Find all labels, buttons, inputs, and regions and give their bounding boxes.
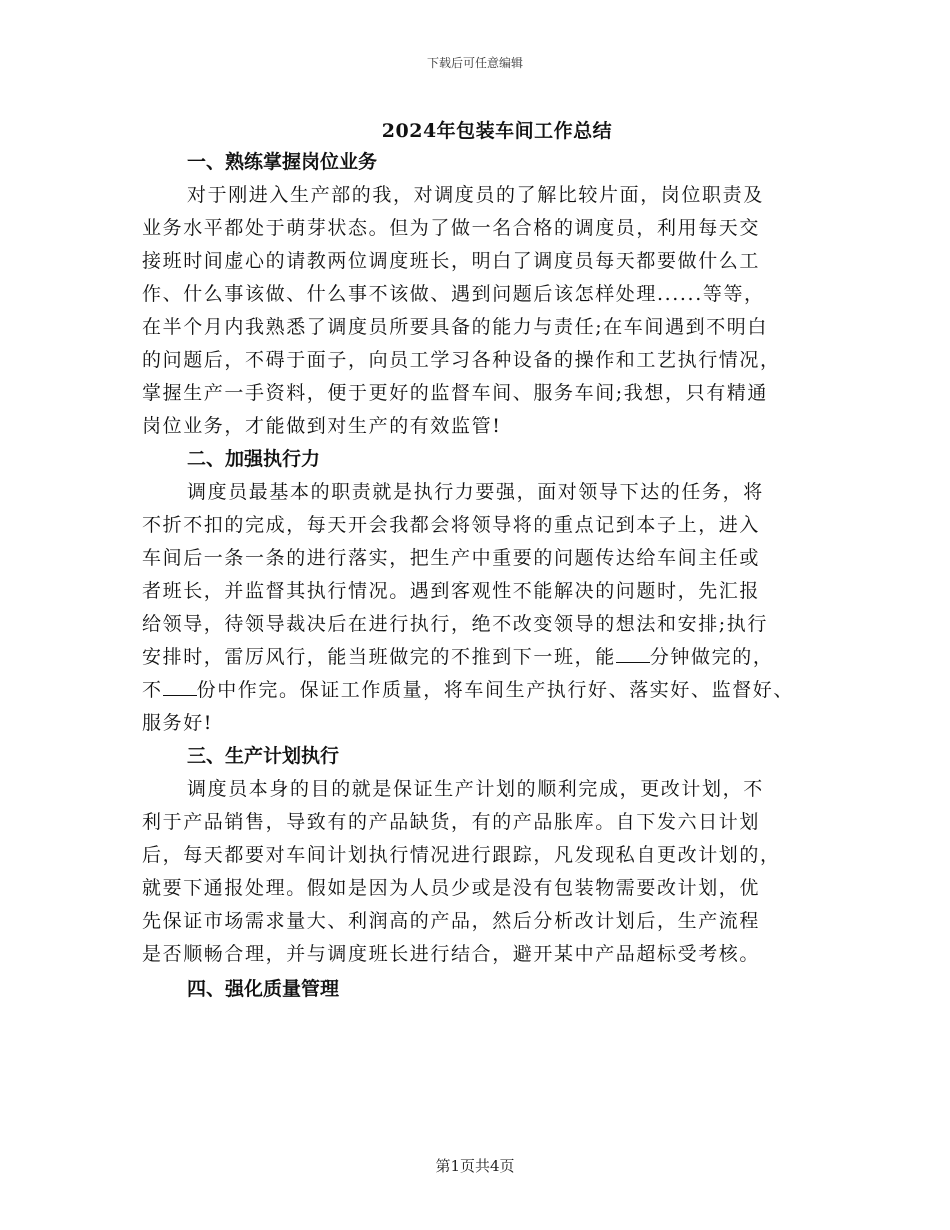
document-body	[142, 146, 812, 1006]
paragraph-line: 利于产品销售，导致有的产品缺货，有的产品胀库。自下发六日计划	[142, 811, 761, 833]
paragraph-line: 掌握生产一手资料，便于更好的监督车间、服务车间;我想，只有精通	[142, 382, 769, 404]
line-segment: 安排时，雷厉风行，能当班做完的不推到下一班，能	[142, 646, 616, 668]
paragraph-line: 调度员最基本的职责就是执行力要强，面对领导下达的任务，将	[187, 481, 764, 503]
section-3-paragraph	[142, 773, 812, 971]
paragraph-line: 车间后一条一条的进行落实，把生产中重要的问题传达给车间主任或	[142, 547, 761, 569]
header-note: 下载后可任意编辑	[426, 56, 523, 70]
paragraph-line: 对于刚进入生产部的我，对调度员的了解比较片面，岗位职责及	[187, 184, 764, 206]
paragraph-line: 先保证市场需求量大、利润高的产品，然后分析改计划后，生产流程	[142, 910, 761, 932]
line-segment: 分钟做完的，	[649, 646, 774, 668]
section-heading-1: 一、熟练掌握岗位业务	[187, 151, 378, 173]
line-segment: 不	[142, 679, 163, 701]
fill-blank	[163, 678, 197, 696]
paragraph-line: 调度员本身的目的就是保证生产计划的顺利完成，更改计划，不	[187, 778, 764, 800]
paragraph-line: 后，每天都要对车间计划执行情况进行跟踪，凡发现私自更改计划的，	[142, 844, 781, 866]
paragraph-line: 就要下通报处理。假如是因为人员少或是没有包装物需要改计划，优	[142, 877, 761, 899]
paragraph-line: 在半个月内我熟悉了调度员所要具备的能力与责任;在车间遇到不明白	[142, 316, 769, 338]
section-2-paragraph	[142, 476, 812, 740]
paragraph-line: 业务水平都处于萌芽状态。但为了做一名合格的调度员，利用每天交	[142, 217, 761, 239]
section-heading-2: 二、加强执行力	[187, 448, 321, 470]
paragraph-line: 者班长，并监督其执行情况。遇到客观性不能解决的问题时，先汇报	[142, 580, 761, 602]
paragraph-line: 岗位业务，才能做到对生产的有效监管!	[142, 415, 502, 437]
paragraph-line: 接班时间虚心的请教两位调度班长，明白了调度员每天都要做什么工	[142, 250, 761, 272]
paragraph-line: 的问题后，不碍于面子，向员工学习各种设备的操作和工艺执行情况，	[142, 349, 781, 371]
section-1-paragraph	[142, 179, 812, 443]
fill-blank	[616, 645, 650, 663]
line-segment: 份中作完。保证工作质量，将车间生产执行好、落实好、监督好、	[196, 679, 795, 701]
page-number-footer: 第1页共4页	[435, 1157, 515, 1175]
paragraph-line: 作、什么事该做、什么事不该做、遇到问题后该怎样处理......等等，	[142, 283, 765, 305]
paragraph-line	[142, 641, 812, 674]
section-heading-3: 三、生产计划执行	[187, 745, 340, 767]
paragraph-line: 是否顺畅合理，并与调度班长进行结合，避开某中产品超标受考核。	[142, 943, 761, 965]
paragraph-line: 不折不扣的完成，每天开会我都会将领导将的重点记到本子上，进入	[142, 514, 761, 536]
paragraph-line	[142, 674, 812, 707]
paragraph-line: 给领导，待领导裁决后在进行执行，绝不改变领导的想法和安排;执行	[142, 613, 769, 635]
paragraph-line: 服务好!	[142, 712, 214, 734]
document-title: 2024年包装车间工作总结	[381, 120, 613, 142]
section-heading-4: 四、强化质量管理	[187, 978, 340, 1000]
